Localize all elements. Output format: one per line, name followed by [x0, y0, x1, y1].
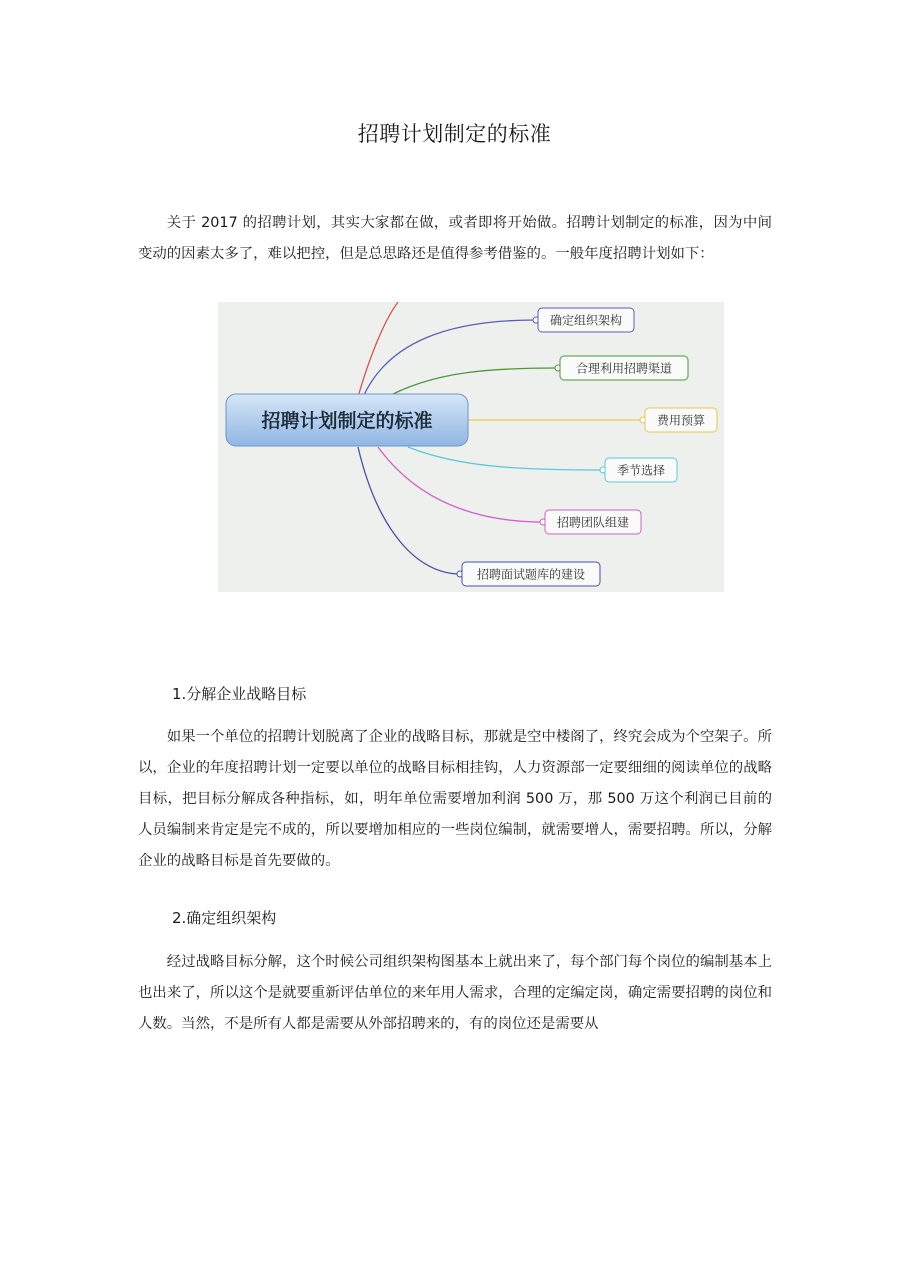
svg-text:费用预算: 费用预算: [656, 413, 706, 428]
mindmap-node-2: [555, 356, 688, 380]
mindmap-branch-2: [393, 368, 558, 394]
mindmap-node-3: [640, 408, 717, 432]
mindmap-image: [218, 302, 724, 592]
mindmap-node-6: [457, 562, 600, 586]
section-body-2: 经过战略目标分解，这个时候公司组织架构图基本上就出来了，每个部门每个岗位的编制基本上也出来了，所以这个是就要重新评估单位的来年用人需求，合理的定编定岗，确定需要招聘的岗位和人数。当然，不是所有人都是需要从外部招聘来的，有的岗位还是需要从: [138, 954, 772, 1032]
mindmap-node-5: [540, 510, 641, 534]
mindmap-center-node: [226, 394, 468, 446]
svg-text:季节选择: 季节选择: [616, 463, 666, 478]
section-heading-1: 1.分解企业战略目标: [172, 685, 307, 703]
mindmap-branch-5: [378, 447, 543, 522]
mindmap-node-1: [533, 308, 634, 332]
mindmap-branch-4: [408, 447, 603, 470]
mindmap-branch-1: [363, 320, 536, 397]
mindmap-branch-top: [358, 302, 398, 397]
mindmap-center-label: 招聘计划制定的标准: [261, 410, 433, 432]
section-body-1: 如果一个单位的招聘计划脱离了企业的战略目标，那就是空中楼阁了，终究会成为个空架子。所以，企业的年度招聘计划一定要以单位的战略目标相挂钩，人力资源部一定要细细的阅读单位的战略目标，把目标分解成各种指标，如，明年单位需要增加利润 500 万，那 500 万这个利润已目前的人员编制来肯定是完不成的，所以要增加相应的一些岗位编制，就需要增人，需要招聘。所以，分解企业的战略目标是首先要做的。: [138, 729, 772, 869]
svg-text:招聘团队组建: 招聘团队组建: [556, 515, 630, 530]
mindmap-branch-6: [358, 447, 460, 574]
svg-text:合理利用招聘渠道: 合理利用招聘渠道: [575, 361, 673, 376]
section-heading-2: 2.确定组织架构: [172, 909, 277, 927]
svg-text:招聘面试题库的建设: 招聘面试题库的建设: [476, 567, 586, 582]
mindmap-node-4: [600, 458, 677, 482]
intro-paragraph: 关于 2017 的招聘计划，其实大家都在做，或者即将开始做。招聘计划制定的标准，因为中间变动的因素太多了，难以把控，但是总思路还是值得参考借鉴的。一般年度招聘计划如下：: [138, 215, 772, 262]
page-title: 招聘计划制定的标准: [357, 122, 552, 146]
svg-text:确定组织架构: 确定组织架构: [549, 313, 623, 328]
